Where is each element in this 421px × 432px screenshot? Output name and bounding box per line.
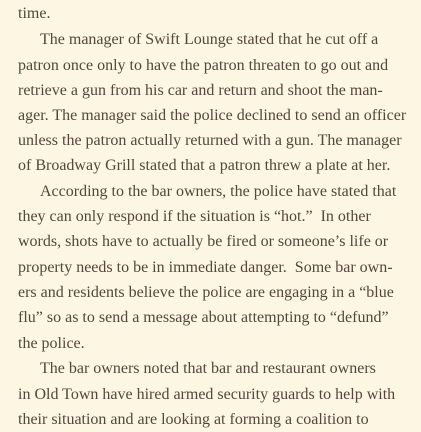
text-line: of Broadway Grill stated that a patron threw a plate at her. (18, 157, 391, 174)
text-line: in Old Town have hired armed security guards to help with (18, 386, 396, 403)
text-line: The bar owners noted that bar and restaurant owners (40, 360, 376, 377)
text-line: property needs to be in immediate danger. Some bar own- (18, 259, 393, 276)
text-line: words, shots have to actually be fired or someone’s life or (18, 233, 389, 250)
text-line: The manager of Swift Lounge stated that he cut off a (40, 31, 379, 48)
text-line: the police. (18, 335, 85, 352)
text-line: ager. The manager said the police declined to send an officer (18, 107, 407, 124)
text-line: they can only respond if the situation is “hot.” In other (18, 208, 371, 225)
text-line: patron once only to have the patron threaten to go out and (18, 57, 389, 74)
text-line: unless the patron actually returned with a gun. The manager (18, 132, 402, 149)
text-line: flu” so as to send a message about attempting to “defund” (18, 309, 389, 326)
text-line: their situation and are looking at forming a coalition to (18, 411, 369, 428)
text-line: ers and residents believe the police are engaging in a “blue (18, 284, 394, 301)
text-line: time. (18, 5, 51, 22)
text-line: retrieve a gun from his car and return and shoot the man- (18, 82, 383, 99)
text-line: According to the bar owners, the police have stated that (40, 183, 397, 200)
